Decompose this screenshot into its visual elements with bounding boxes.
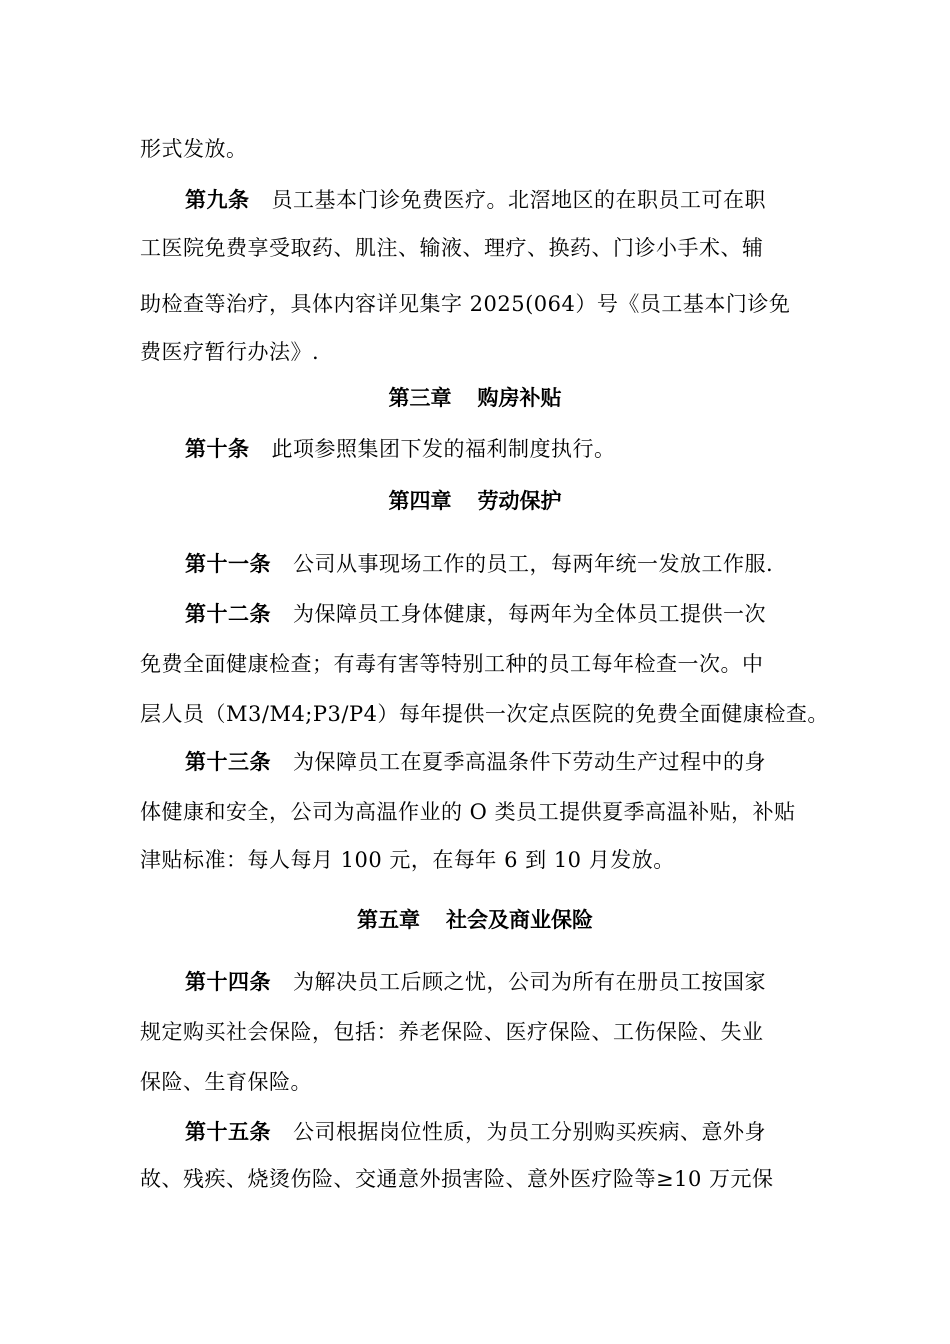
paragraph-line: 保险、生育保险。 [140,1070,312,1094]
chapter-title: 购房补贴 [477,386,562,410]
article-label: 第十条 [185,437,250,461]
chapter-title: 社会及商业保险 [446,908,593,932]
paragraph-line: 津贴标准：每人每月 100 元，在每年 6 到 10 月发放。 [140,848,675,872]
article-label: 第九条 [185,188,250,212]
article-text: 员工基本门诊免费医疗。北滘地区的在职员工可在职 [271,188,766,212]
paragraph-line: 形式发放。 [140,137,248,161]
paragraph-line: 工医院免费享受取药、肌注、输液、理疗、换药、门诊小手术、辅 [140,236,764,260]
chapter-heading [140,905,810,935]
article-label: 第十一条 [185,552,271,576]
paragraph-line: 费医疗暂行办法》. [140,340,320,364]
article-label: 第十五条 [185,1120,271,1144]
article-9 [185,185,810,215]
article-text: 公司从事现场工作的员工，每两年统一发放工作服. [293,552,774,576]
article-text: 为保障员工在夏季高温条件下劳动生产过程中的身 [293,750,766,774]
article-12 [185,599,810,629]
article-text: 为保障员工身体健康，每两年为全体员工提供一次 [293,602,766,626]
article-10 [185,434,810,464]
chapter-title: 劳动保护 [477,489,562,513]
article-label: 第十二条 [185,602,271,626]
paragraph-line: 免费全面健康检查；有毒有害等特别工种的员工每年检查一次。中 [140,652,764,676]
paragraph-line: 体健康和安全，公司为高温作业的 O 类员工提供夏季高温补贴，补贴 [140,800,796,824]
paragraph-line: 规定购买社会保险，包括：养老保险、医疗保险、工伤保险、失业 [140,1020,764,1044]
paragraph-line: 助检查等治疗，具体内容详见集字 2025(064）号《员工基本门诊免 [140,292,791,316]
article-14 [185,967,810,997]
chapter-number: 第三章 [388,386,452,410]
article-text: 此项参照集团下发的福利制度执行。 [271,437,616,461]
article-text: 为解决员工后顾之忧，公司为所有在册员工按国家 [293,970,766,994]
chapter-number: 第四章 [388,489,452,513]
chapter-heading [140,486,810,516]
chapter-number: 第五章 [357,908,420,932]
article-11 [185,549,810,579]
article-13 [185,747,810,777]
article-15 [185,1117,810,1147]
article-label: 第十三条 [185,750,271,774]
paragraph-line: 故、残疾、烧烫伤险、交通意外损害险、意外医疗险等≥10 万元保 [140,1167,774,1191]
paragraph-line: 层人员（M3/M4;P3/P4）每年提供一次定点医院的免费全面健康检查。 [140,702,829,726]
article-label: 第十四条 [185,970,271,994]
chapter-heading [140,383,810,413]
article-text: 公司根据岗位性质，为员工分别购买疾病、意外身 [293,1120,766,1144]
